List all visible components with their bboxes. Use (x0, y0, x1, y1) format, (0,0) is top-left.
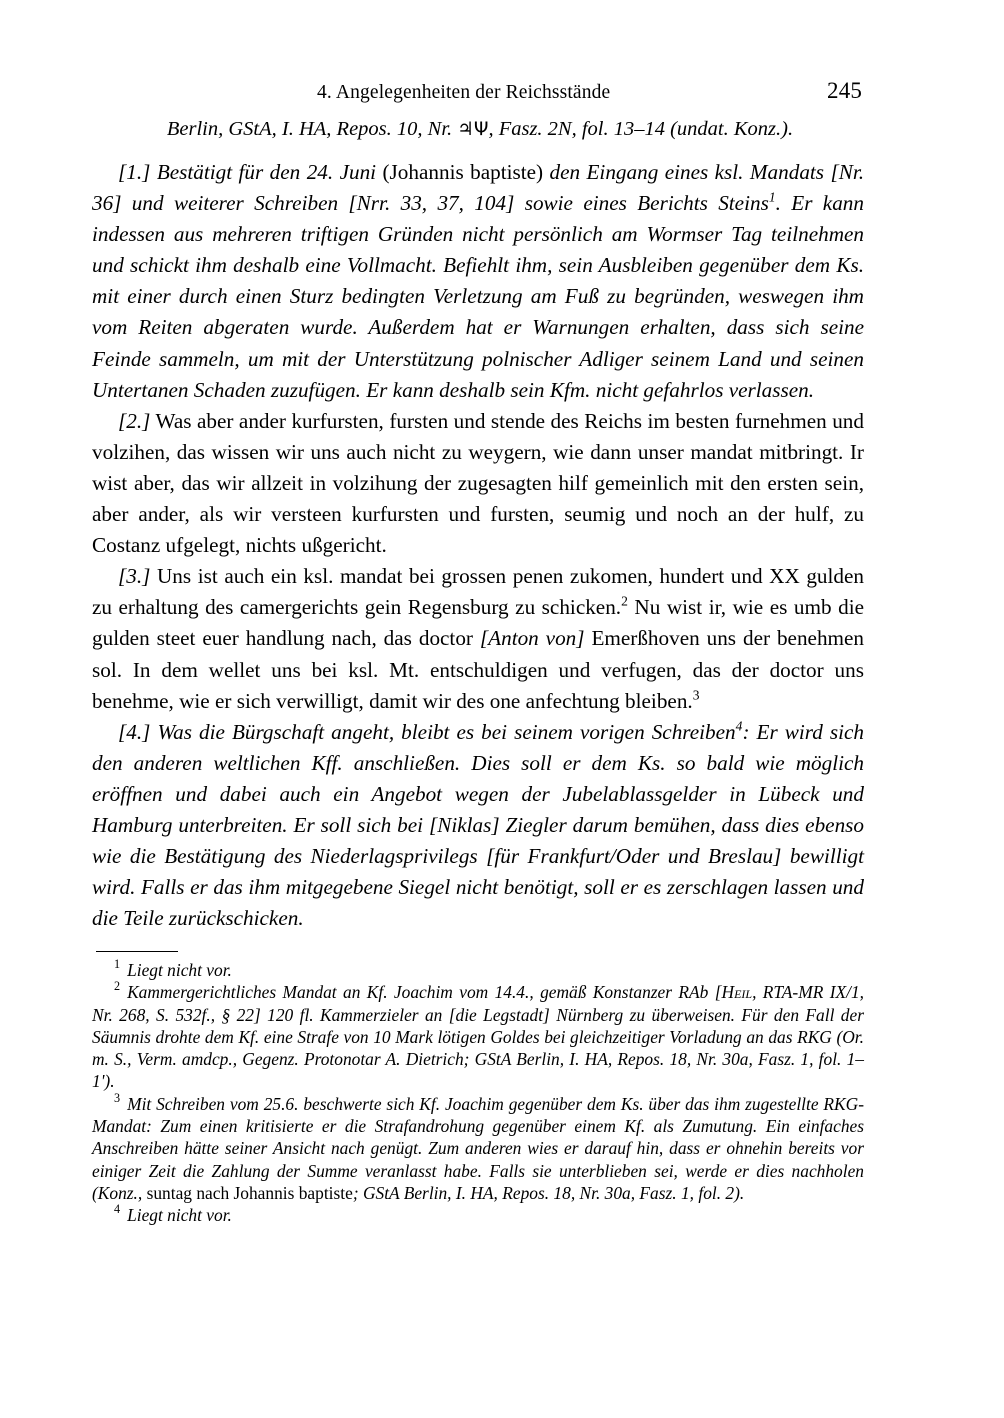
text-run: : Er wird sich den anderen weltlichen Kff. anschließen. Dies soll er dem Ks. so bald wie möglich eröffnen und dabei auch ein Angebot wegen der Jubelablassgelder in Lübeck und Hamburg unterbreiten. Er soll sich bei [Niklas] Ziegler darum bemühen, dass dies ebenso wie die Bestätigung des Niederlagsprivilegs [für Frankfurt/Oder und Breslau] bewilligt wird. Falls er das ihm mitgegebene Siegel nicht benötigt, soll er es zerschlagen lassen und die Teile zurückschicken. (92, 719, 864, 931)
paragraph-2 (92, 406, 864, 561)
text-run: [Anton von] (479, 626, 585, 651)
footnote-text-run: Kammergerichtliches Mandat an Kf. Joachim vom 14.4., gemäß Konstanzer RAb [ (127, 982, 722, 1003)
footnote-reference-4[interactable]: 4 (735, 718, 743, 734)
footnote-text-run: , RTA-MR IX/1, Nr. 268, S. 532f., § 22] 120 fl. Kammerzieler an [die Legstadt] Nürnberg zu überweisen. Für den Fall der Säumnis drohte dem Kf. eine Strafe von 10 Mark lötigen Goldes bei gleichzeitiger Vorladung an das RKG (Or. m. S., Verm. amdcp., Gegenz. Protonotar A. Dietrich; GStA Berlin, I. HA, Repos. 18, Nr. 30a, Fasz. 1, fol. 1–1'). (92, 982, 864, 1092)
footnote-text-run: Mit Schreiben vom 25.6. beschwerte sich Kf. Joachim gegenüber dem Ks. über das ihm zugestellte RKG-Mandat: Zum einen kritisierte er die Strafandrohung gegenüber einem Kf. als Zumutung. Ein einfaches Anschreiben hätte seiner Ansicht nach genügt. Zum anderen wies er darauf hin, dass er ohnehin bereits vor einiger Zeit die Zahlung der Summe veranlasst habe. Falls sie unterblieben sei, werde er dies nachholen (Konz., (92, 1093, 864, 1203)
footnote-4 (92, 1204, 864, 1226)
archival-source-line (96, 118, 864, 141)
paragraph-3 (92, 561, 864, 716)
footnote-text-run: Liegt nicht vor. (127, 1205, 232, 1226)
paragraph-number: [4.] (118, 719, 151, 744)
footnote-marker[interactable]: 2 (114, 979, 121, 994)
footnote-1 (92, 956, 864, 981)
footnote-text-run: suntag nach Johannis baptiste (146, 1182, 353, 1203)
footnote-block (92, 956, 864, 1227)
footnote-3 (92, 1090, 864, 1204)
paragraph-4 (92, 717, 864, 935)
footnote-reference-2[interactable]: 2 (621, 593, 628, 609)
body-text (92, 157, 864, 934)
footnote-separator-rule (96, 951, 178, 952)
footnote-text-run: ; GStA Berlin, I. HA, Repos. 18, Nr. 30a, Fasz. 1, fol. 2). (352, 1182, 745, 1203)
footnote-text-run: Liegt nicht vor. (127, 960, 232, 980)
footnote-reference-3[interactable]: 3 (692, 687, 700, 703)
source-suffix: , Fasz. 2N, fol. 13–14 (undat. Konz.). (488, 118, 794, 140)
footnote-marker[interactable]: 3 (114, 1090, 121, 1105)
text-run: den Eingang eines ksl. Mandats [Nr. 36] und weiterer Schreiben [Nrr. 33, 37, 104] sowie eines Berichts Steins (92, 160, 865, 216)
astronomical-symbols: ♃Ψ (457, 119, 489, 140)
text-run: Bestätigt für den 24. Juni (156, 160, 383, 184)
footnote-reference-1[interactable]: 1 (768, 189, 776, 205)
footnote-2 (92, 981, 864, 1092)
paragraph-1 (92, 157, 864, 406)
text-run: Was aber ander kurfursten, fursten und stende des Reichs im besten furnehmen und volzihen, das wissen wir uns auch nicht zu weygern, wie dann unser mandat mitbringt. Ir wist aber, das wir allzeit in volzihung der zugesagten hilf gemeinlich mit den ersten sein, aber ander, als wir versteen kurfursten und fursten, seumig und noch an der hulf, zu Costanz ufgelegt, nichts ußgericht. (92, 408, 864, 558)
text-run: Was die Bürgschaft angeht, bleibt es bei seinem vorigen Schreiben (157, 719, 736, 744)
paragraph-number: [3.] (118, 564, 151, 589)
text-run: . Er kann indessen aus mehreren triftigen Gründen nicht persönlich am Wormser Tag teilnehmen und schickt ihm deshalb eine Vollmacht. Befiehlt ihm, sein Ausbleiben gegenüber dem Ks. mit einer durch einen Sturz bedingten Verletzung am Fuß zu begründen, weswegen ihm vom Reiten abgeraten wurde. Außerdem hat er Warnungen erhalten, dass sich seine Feinde sammeln, um mit der Unterstützung polnischer Adliger seinem Land und seinen Untertanen Schaden zuzufügen. Er kann deshalb sein Kfm. nicht gefahrlos verlassen. (92, 191, 864, 402)
footnote-marker[interactable]: 1 (114, 956, 121, 971)
text-run: Emerßhoven uns der benehmen sol. In dem wellet uns bei ksl. Mt. entschuldigen und verfugen, das der doctor uns benehme, wie er sich verwilligt, damit wir des one anfechtung bleiben. (92, 626, 865, 713)
source-prefix: Berlin, GStA, I. HA, Repos. 10, Nr. (166, 118, 458, 140)
text-run: Nu wist ir, wie es umb die gulden steet euer handlung nach, das doctor (92, 595, 864, 651)
page-number: 245 (827, 78, 862, 103)
citation-author: Heil (721, 982, 753, 1003)
paragraph-number: [2.] (118, 408, 151, 433)
text-run: Uns ist auch ein ksl. mandat bei grossen penen zukomen, hundert und XX gulden zu erhaltung des camergerichts gein Regensburg zu schicken. (92, 564, 865, 620)
running-head (142, 78, 862, 104)
running-head-title: 4. Angelegenheiten der Reichsstände (317, 82, 611, 103)
text-run: (Johannis baptiste) (382, 160, 544, 184)
paragraph-number: [1.] (118, 160, 151, 184)
footnote-marker[interactable]: 4 (114, 1202, 121, 1217)
